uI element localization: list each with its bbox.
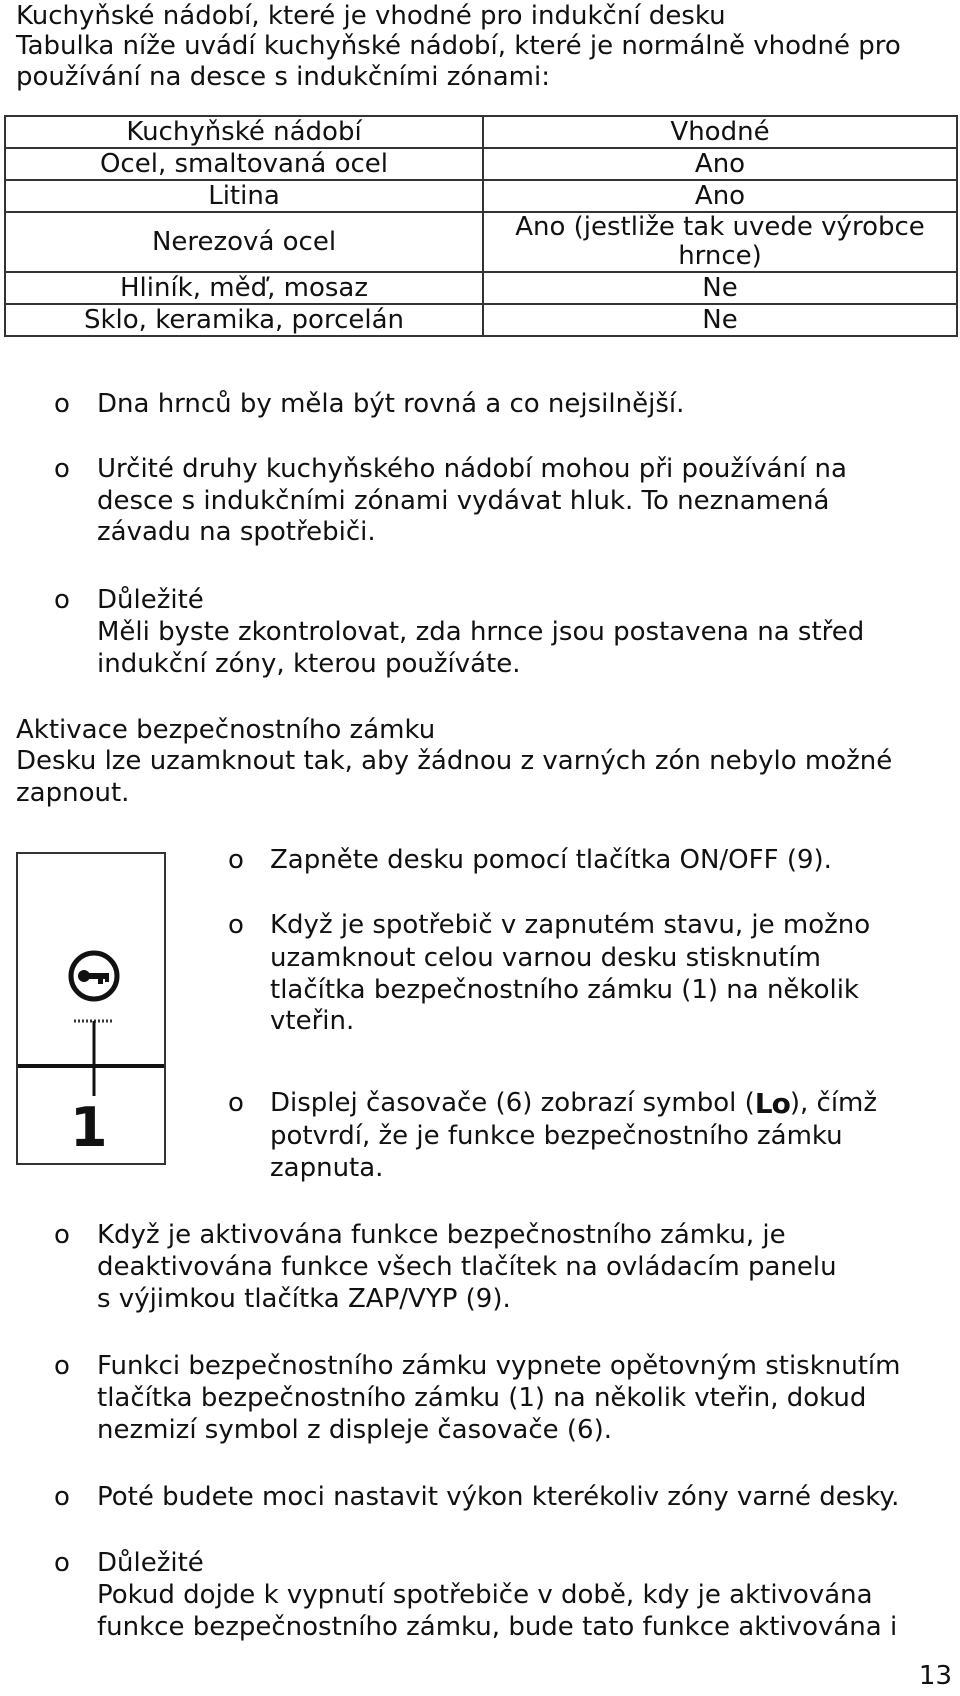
bullet-marker: o: [228, 845, 244, 875]
table-cell: Ocel, smaltovaná ocel: [5, 148, 483, 180]
list-item: Určité druhy kuchyňského nádobí mohou při používání na: [97, 454, 847, 484]
lock-button-figure: [16, 852, 166, 1165]
table-cell: Ne: [483, 304, 957, 336]
list-item: Poté budete moci nastavit výkon kterékoliv zóny varné desky.: [97, 1482, 900, 1512]
list-item: nezmizí symbol z displeje časovače (6).: [97, 1415, 613, 1445]
list-item: tlačítka bezpečnostního zámku (1) na několik vteřin, dokud: [97, 1383, 867, 1413]
list-item: tlačítka bezpečnostního zámku (1) na několik: [270, 975, 859, 1005]
list-item-text: Displej časovače (6) zobrazí symbol (: [270, 1088, 755, 1118]
list-item: vteřin.: [270, 1006, 355, 1036]
list-item: funkce bezpečnostního zámku, bude tato funkce aktivována i: [97, 1612, 898, 1642]
key-lock-icon: [71, 953, 117, 999]
table-row: [5, 304, 957, 336]
table-cell: Nerezová ocel: [5, 212, 483, 272]
bullet-marker: o: [54, 1351, 70, 1381]
list-item: Pokud dojde k vypnutí spotřebiče v době, kdy je aktivována: [97, 1580, 873, 1610]
list-item: Když je aktivována funkce bezpečnostního zámku, je: [97, 1220, 786, 1250]
table-cell: Litina: [5, 180, 483, 212]
table-cell: Sklo, keramika, porcelán: [5, 304, 483, 336]
bullet-marker: o: [54, 454, 70, 484]
table-row: [5, 180, 957, 212]
list-item: Dna hrnců by měla být rovná a co nejsilnější.: [97, 389, 685, 419]
list-item: uzamknout celou varnou desku stisknutím: [270, 943, 821, 973]
list-item: desce s indukčními zónami vydávat hluk. To neznamená: [97, 486, 830, 516]
bullet-marker: o: [54, 585, 70, 615]
list-item: Funkci bezpečnostního zámku vypnete opětovným stisknutím: [97, 1351, 901, 1381]
intro-text: Desku lze uzamknout tak, aby žádnou z varných zón nebylo možné: [16, 746, 893, 776]
table-row: [5, 148, 957, 180]
list-item: závadu na spotřebiči.: [97, 517, 376, 547]
table-header-row: [5, 116, 957, 148]
list-item: Zapněte desku pomocí tlačítka ON/OFF (9).: [270, 845, 832, 875]
intro-text: používání na desce s indukčními zónami:: [16, 62, 550, 92]
cookware-table: [4, 115, 958, 337]
bullet-marker: o: [54, 1482, 70, 1512]
table-cell: Hliník, měď, mosaz: [5, 272, 483, 304]
table-cell: Ne: [483, 272, 957, 304]
table-row: [5, 212, 957, 272]
bullet-marker: o: [54, 1220, 70, 1250]
list-item: s výjimkou tlačítka ZAP/VYP (9).: [97, 1284, 511, 1314]
list-item: Když je spotřebič v zapnutém stavu, je možno: [270, 910, 871, 940]
list-item: potvrdí, že je funkce bezpečnostního zámku: [270, 1121, 843, 1151]
table-row: [5, 272, 957, 304]
list-item: zapnuta.: [270, 1153, 384, 1183]
table-cell: Ano: [483, 148, 957, 180]
lo-display-symbol: Lo: [754, 1087, 790, 1120]
list-item-text: ), čímž: [789, 1088, 878, 1118]
bullet-marker: o: [54, 389, 70, 419]
list-item: [270, 1087, 877, 1120]
list-item: Měli byste zkontrolovat, zda hrnce jsou postavena na střed: [97, 617, 865, 647]
page-number: 13: [918, 1661, 952, 1691]
intro-text: zapnout.: [16, 778, 130, 808]
table-header-cell: Kuchyňské nádobí: [5, 116, 483, 148]
section-heading-cookware: Kuchyňské nádobí, které je vhodné pro indukční desku: [16, 1, 726, 31]
table-cell: Ano (jestliže tak uvede výrobce hrnce): [483, 212, 957, 272]
bullet-marker: o: [228, 910, 244, 940]
section-heading-safety-lock: Aktivace bezpečnostního zámku: [16, 715, 436, 745]
bullet-marker: o: [54, 1548, 70, 1578]
button-number-label: 1: [70, 1096, 108, 1159]
important-title: Důležité: [97, 585, 204, 615]
table-header-cell: Vhodné: [483, 116, 957, 148]
list-item: indukční zóny, kterou používáte.: [97, 649, 521, 679]
bullet-marker: o: [228, 1088, 244, 1118]
table-cell: Ano: [483, 180, 957, 212]
important-title: Důležité: [97, 1548, 204, 1578]
list-item: deaktivována funkce všech tlačítek na ovládacím panelu: [97, 1252, 837, 1282]
intro-text: Tabulka níže uvádí kuchyňské nádobí, které je normálně vhodné pro: [16, 31, 901, 61]
